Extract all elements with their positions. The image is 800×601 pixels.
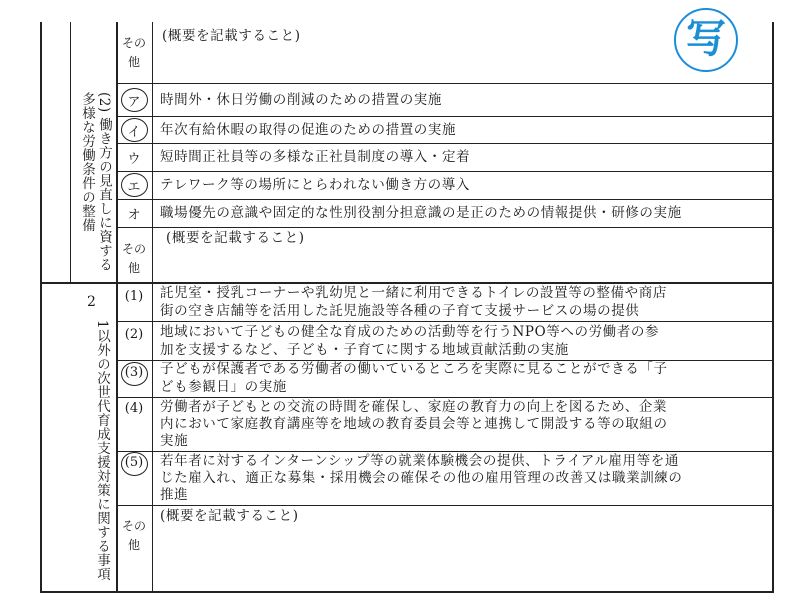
row-text-i: 年次有給休暇の取得の促進のための措置の実施 xyxy=(160,122,457,138)
row-text-4-line2: 内において家庭教育講座等を地域の教育委員会等と連携して開設する等の取組の xyxy=(160,416,668,432)
row-marker-a: ア xyxy=(127,95,141,110)
row-marker-3: (3) xyxy=(124,365,144,380)
row-text-2-line1: 地域において子どもの健全な育成のための活動等を行うNPO等への労働者の参 xyxy=(160,324,660,340)
section2-label: 1以外の次世代育成支援対策に関する事項 xyxy=(94,320,110,582)
section2-other-text: (概要を記載すること) xyxy=(160,508,299,524)
row-text-5-line3: 推進 xyxy=(160,487,189,503)
row-text-4-line1: 労働者が子どもとの交流の時間を確保し、家庭の教育力の向上を図るため、企業 xyxy=(160,399,668,415)
section2-number: 2 xyxy=(87,294,96,310)
section1-other-text: (概要を記載すること) xyxy=(166,230,305,246)
row-marker-2: (2) xyxy=(124,327,144,342)
top-other-label: その他 xyxy=(121,36,146,69)
section1-other-label: その他 xyxy=(121,242,146,275)
row-text-u: 短時間正社員等の多様な正社員制度の導入・定着 xyxy=(160,149,471,165)
row-marker-i: イ xyxy=(127,125,141,140)
row-text-3-line2: ども参観日」の実施 xyxy=(160,379,287,395)
row-text-2-line2: 加を支援するなど、子ども・子育てに関する地域貢献活動の実施 xyxy=(160,342,569,358)
row-marker-u: ウ xyxy=(127,152,141,167)
row-marker-1: (1) xyxy=(124,289,144,304)
row-marker-4: (4) xyxy=(124,401,144,416)
row-text-3-line1: 子どもが保護者である労働者の働いているところを実際に見ることができる「子 xyxy=(160,361,668,377)
row-marker-o: オ xyxy=(127,208,141,223)
row-text-o: 職場優先の意識や固定的な性別役割分担意識の是正のための情報提供・研修の実施 xyxy=(160,205,682,221)
row-text-a: 時間外・休日労働の削減のための措置の実施 xyxy=(160,92,442,108)
section2-other-label: その他 xyxy=(121,519,146,552)
row-text-4-line3: 実施 xyxy=(160,433,189,449)
row-text-5-line2: じた雇入れ、適正な募集・採用機会の確保その他の雇用管理の改善又は職業訓練の xyxy=(160,470,683,486)
section1-item2-label: (2) 働き方の見直しに資する多様な労働条件の整備 xyxy=(79,92,112,272)
row-marker-5: (5) xyxy=(124,455,144,470)
row-text-e: テレワーク等の場所にとらわれない働き方の導入 xyxy=(160,177,470,193)
stamp-seal: 写 xyxy=(674,8,738,72)
row-marker-e: エ xyxy=(127,180,141,195)
top-other-text: (概要を記載すること) xyxy=(162,28,301,44)
row-text-1-line2: 街の空き店舗等を活用した託児施設等各種の子育て支援サービスの場の提供 xyxy=(160,303,640,319)
row-text-1-line1: 託児室・授乳コーナーや乳幼児と一緒に利用できるトイレの設置等の整備や商店 xyxy=(160,285,667,301)
row-text-5-line1: 若年者に対するインターンシップ等の就業体験機会の提供、トライアル雇用等を通 xyxy=(160,453,679,469)
